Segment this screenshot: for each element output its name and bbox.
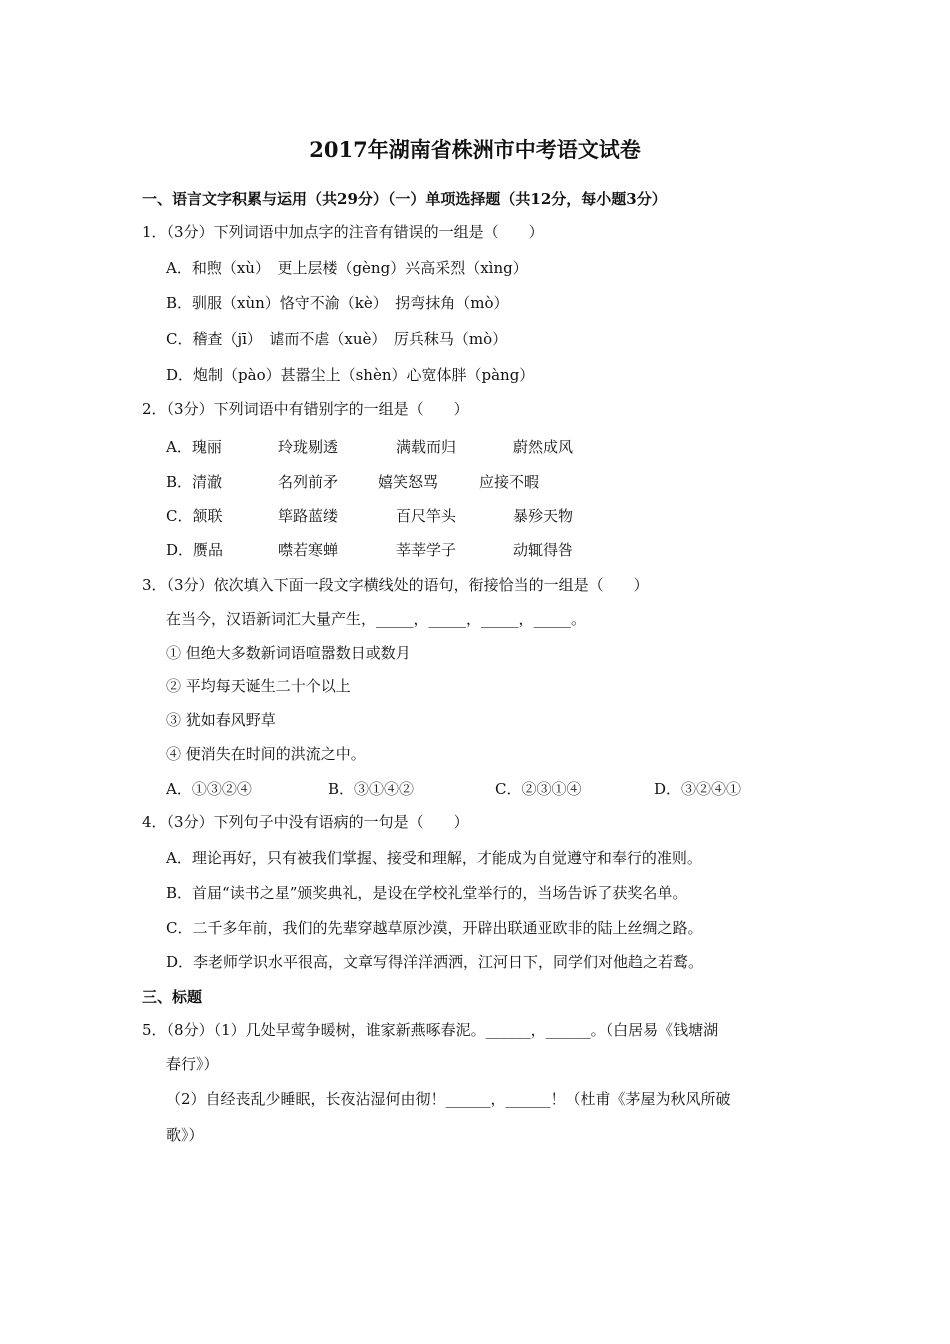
question-3-item-3: ③ 犹如春风野草 [166,711,276,729]
question-3-item-2: ② 平均每天诞生二十个以上 [166,677,351,695]
option-cell: C．颔联 [166,507,223,525]
option-cell: 满载而归 [396,438,457,456]
question-5-line-2: 春行》） [166,1055,219,1073]
question-5-line-1: 5．（8分）（1）几处早莺争暖树，谁家新燕啄春泥。______，______。（白居易《钱塘湖 [142,1021,719,1039]
choice-a: A．①③②④ [166,780,252,798]
option-cell: 应接不暇 [479,473,540,491]
option-cell: 噤若寒蝉 [278,541,339,559]
section-heading-1: 一、语言文字积累与运用（共29分）（一）单项选择题（共12分，每小题3分） [142,190,667,208]
page-title: 2017年湖南省株洲市中考语文试卷 [309,137,641,162]
option-cell: D．赝品 [166,541,224,559]
question-4-option-a: A．理论再好，只有被我们掌握、接受和理解，才能成为自觉遵守和奉行的准则。 [166,849,702,867]
option-cell: 暴殄天物 [513,507,574,525]
option-cell: B．清澈 [166,473,223,491]
question-1-stem: 1．（3分）下列词语中加点字的注音有错误的一组是（ ） [142,223,544,241]
question-4-option-d: D．李老师学识水平很高，文章写得洋洋洒洒，江河日下，同学们对他趋之若鹜。 [166,953,704,971]
option-cell: 莘莘学子 [396,541,457,559]
option-cell: 动辄得咎 [513,541,574,559]
question-2-stem: 2．（3分）下列词语中有错别字的一组是（ ） [142,400,469,418]
option-cell: A．瑰丽 [166,438,222,456]
question-5-line-3: （2）自经丧乱少睡眠，长夜沾湿何由彻！______，______！（杜甫《茅屋为秋风所破 [166,1090,731,1108]
section-heading-3: 三、标题 [142,988,203,1006]
choice-b: B．③①④② [328,780,415,798]
question-4-option-c: C．二千多年前，我们的先辈穿越草原沙漠，开辟出联通亚欧非的陆上丝绸之路。 [166,919,703,937]
question-1-option-a: A．和煦（xù） 更上层楼（gèng）兴高采烈（xìng） [166,259,528,277]
option-cell: 蔚然成风 [513,438,574,456]
question-3-item-4: ④ 便消失在时间的洪流之中。 [166,745,366,763]
question-3-passage: 在当今，汉语新词汇大量产生，_____，_____，_____，_____。 [166,610,587,628]
option-cell: 玲珑剔透 [278,438,339,456]
question-3-item-1: ① 但绝大多数新词语喧嚣数日或数月 [166,644,411,662]
question-5-line-4: 歌》） [166,1126,204,1144]
option-cell: 名列前矛 [278,473,339,491]
choice-d: D．③②④① [654,780,742,798]
choice-c: C．②③①④ [495,780,582,798]
option-cell: 筚路蓝缕 [278,507,339,525]
question-3-stem: 3．（3分）依次填入下面一段文字横线处的语句，衔接恰当的一组是（ ） [142,576,649,594]
question-4-option-b: B．首届“读书之星”颁奖典礼，是设在学校礼堂举行的，当场告诉了获奖名单。 [166,884,688,902]
option-cell: 嬉笑怒骂 [378,473,439,491]
question-1-option-d: D．炮制（pào）甚嚣尘上（shèn）心宽体胖（pàng） [166,366,535,384]
question-4-stem: 4．（3分）下列句子中没有语病的一句是（ ） [142,813,469,831]
question-1-option-b: B．驯服（xùn）恪守不渝（kè） 拐弯抹角（mò） [166,294,509,312]
question-1-option-c: C．稽查（jī） 谑而不虐（xuè） 厉兵秣马（mò） [166,330,508,348]
option-cell: 百尺竿头 [396,507,457,525]
